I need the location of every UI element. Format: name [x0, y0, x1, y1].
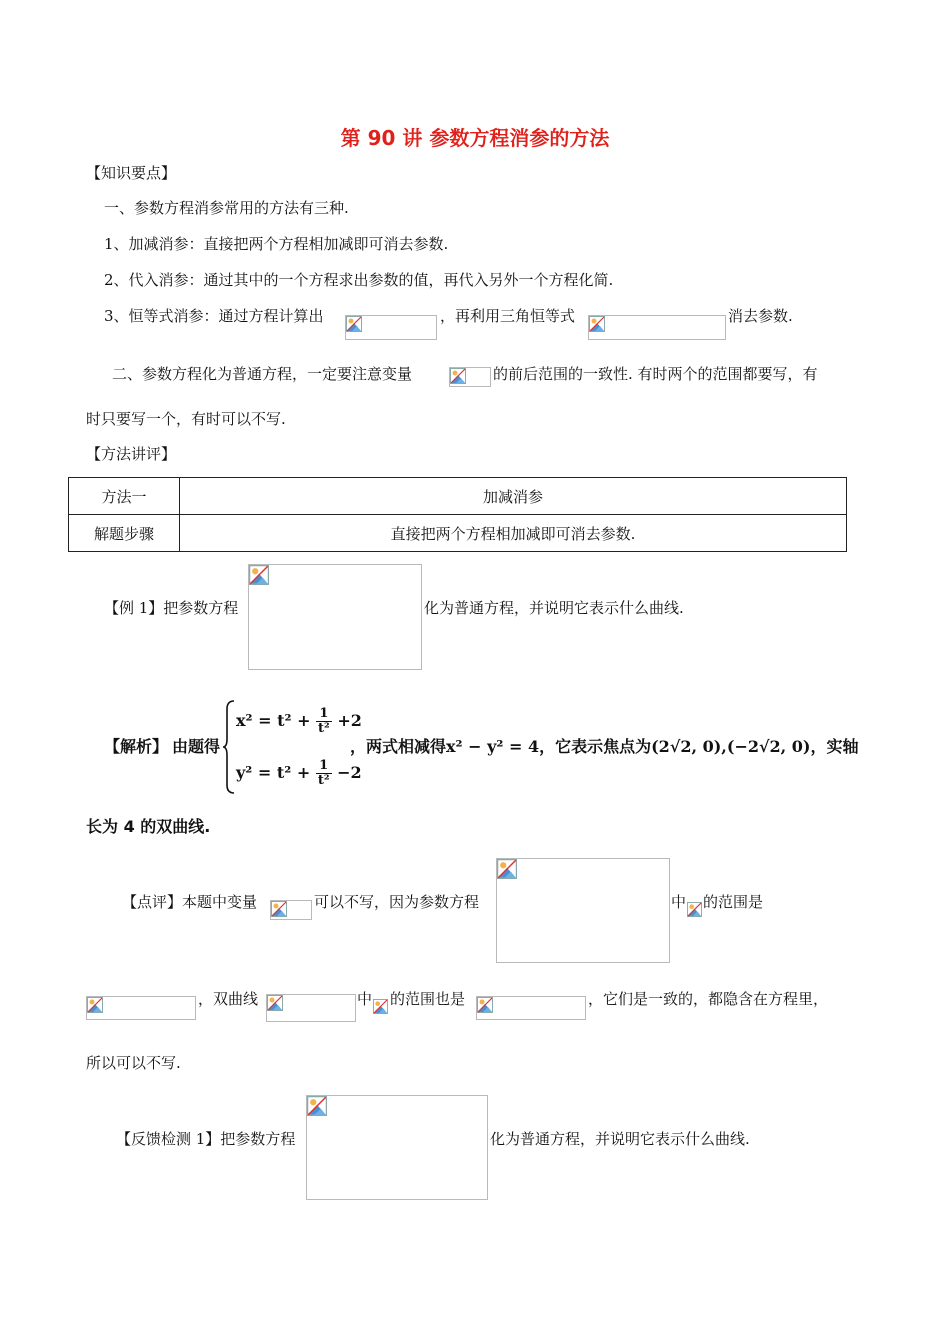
analysis-mid	[350, 737, 859, 757]
feedback-1-prefix: 【反馈检测 1】把参数方程	[116, 1130, 296, 1148]
equation-image	[496, 858, 670, 963]
fraction	[316, 759, 332, 788]
table-cell-label: 解题步骤	[69, 515, 180, 552]
fraction-den: t²	[317, 773, 330, 788]
comment-last: 所以可以不写.	[86, 1054, 181, 1072]
broken-image-icon	[687, 902, 702, 917]
analysis-line-2: 长为 4 的双曲线.	[86, 817, 211, 836]
knowledge-line-2: 1、加减消参：直接把两个方程相加减即可消去参数.	[104, 235, 449, 253]
analysis-intro: 由题得	[172, 737, 221, 756]
formula-image	[86, 996, 196, 1020]
equation-line-1	[236, 706, 362, 736]
analysis-mid-text: ，两式相减得	[350, 737, 447, 756]
equation-line-2	[236, 758, 362, 788]
equation-image	[248, 564, 422, 670]
fraction-num: 1	[316, 759, 332, 774]
comment-text-a: 本题中变量	[182, 893, 258, 911]
table-cell-value: 加减消参	[180, 478, 847, 515]
comment-d: 的范围是	[703, 893, 764, 911]
comment-f: 中	[357, 990, 373, 1008]
eq2-lhs: y² = t² +	[236, 763, 311, 782]
table-cell-value: 直接把两个方程相加减即可消去参数.	[180, 515, 847, 552]
table-row	[69, 478, 847, 515]
comment-g: 的范围也是	[390, 990, 466, 1008]
broken-image-icon	[497, 859, 517, 879]
broken-image-icon	[307, 1096, 327, 1116]
feedback-1-suffix: 化为普通方程，并说明它表示什么曲线.	[490, 1130, 750, 1148]
comment-a	[122, 892, 257, 912]
knowledge-line-3: 2、代入消参：通过其中的一个方程求出参数的值，再代入另外一个方程化简.	[104, 271, 614, 289]
knowledge-line-4a: 3、恒等式消参：通过方程计算出	[104, 307, 324, 325]
knowledge-header: 【知识要点】	[86, 164, 177, 182]
eq2-rhs: −2	[337, 763, 362, 782]
analysis-foci: (2√2, 0),(−2√2, 0)	[651, 737, 811, 756]
equation-image	[306, 1095, 488, 1200]
example-1-prefix: 【例 1】把参数方程	[104, 599, 239, 617]
analysis-label: 【解析】	[104, 737, 169, 756]
formula-image	[687, 902, 702, 918]
analysis-tail: ，实轴	[810, 737, 859, 756]
formula-image	[266, 994, 356, 1022]
formula-image	[270, 900, 312, 920]
formula-image	[373, 999, 388, 1015]
formula-image	[588, 315, 726, 340]
knowledge-line-4b: ，再利用三角恒等式	[440, 307, 576, 325]
broken-image-icon	[267, 995, 283, 1011]
formula-image	[449, 367, 491, 387]
example-1-suffix: 化为普通方程，并说明它表示什么曲线.	[424, 599, 684, 617]
brace-icon	[222, 699, 236, 795]
fraction-num: 1	[316, 707, 332, 722]
table-cell-label: 方法一	[69, 478, 180, 515]
method-header: 【方法讲评】	[86, 445, 177, 463]
method-table	[68, 477, 847, 552]
knowledge-line-4c: 消去参数.	[728, 307, 793, 325]
formula-image	[345, 315, 437, 340]
comment-h: ，它们是一致的，都隐含在方程里，	[588, 990, 829, 1008]
broken-image-icon	[271, 901, 287, 917]
analysis-result: x² − y² = 4	[446, 737, 540, 756]
fraction	[316, 707, 332, 736]
broken-image-icon	[373, 999, 388, 1014]
broken-image-icon	[249, 565, 269, 585]
knowledge-line-5a: 二、参数方程化为普通方程，一定要注意变量	[112, 365, 413, 383]
knowledge-line-5b: 的前后范围的一致性. 有时两个的范围都要写，有	[493, 365, 818, 383]
comment-c: 中	[671, 893, 687, 911]
knowledge-line-6: 时只要写一个，有时可以不写.	[86, 410, 286, 428]
comment-label: 【点评】	[122, 893, 183, 911]
page-title: 第 90 讲 参数方程消参的方法	[340, 126, 610, 150]
broken-image-icon	[477, 997, 493, 1013]
broken-image-icon	[589, 316, 605, 332]
broken-image-icon	[346, 316, 362, 332]
fraction-den: t²	[318, 721, 330, 736]
broken-image-icon	[450, 368, 466, 384]
comment-e: ，双曲线	[198, 990, 259, 1008]
broken-image-icon	[87, 997, 103, 1013]
table-row	[69, 515, 847, 552]
eq1-lhs: x² = t² +	[236, 711, 311, 730]
comment-b: 可以不写，因为参数方程	[314, 893, 480, 911]
knowledge-line-1: 一、参数方程消参常用的方法有三种.	[104, 199, 349, 217]
analysis-focus-text: ，它表示焦点为	[539, 737, 652, 756]
eq1-rhs: +2	[337, 711, 362, 730]
formula-image	[476, 996, 586, 1020]
